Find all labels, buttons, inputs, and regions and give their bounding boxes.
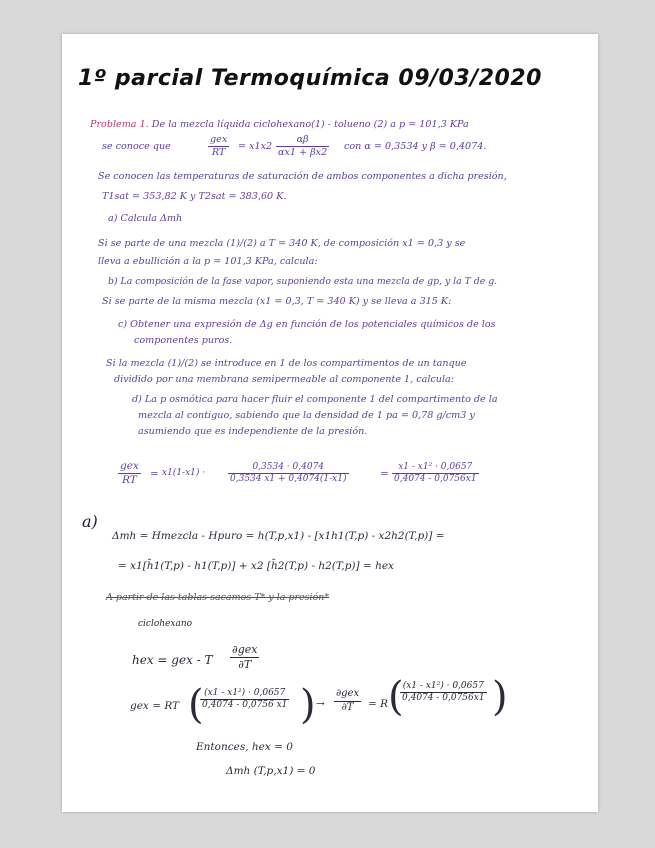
solution-line-1: Δmh = Hmezcla - Hpuro = h(T,p,x1) - [x1h1(T,p) - x2h2(T,p)] = <box>112 530 445 542</box>
problem-heading: Problema 1. <box>90 119 149 130</box>
problem-line-1 <box>90 120 469 130</box>
right-paren: ) <box>492 674 508 720</box>
question-d-line-3: asumiendo que es independiente de la presión. <box>138 426 368 437</box>
hex-derivative-fraction <box>230 644 259 670</box>
gex-solution-numerator: (x1 - x1²) · 0,0657 <box>204 688 286 698</box>
problem-line-3: Se conocen las temperaturas de saturación de ambos componentes a dicha presión, <box>98 171 507 182</box>
problem-line-9: dividido por una membrana semipermeable al componente 1, calcula: <box>114 374 454 385</box>
dg-solution-numerator: (x1 - x1²) · 0,0657 <box>402 681 484 691</box>
eq1-rhs-fraction <box>392 463 479 485</box>
dg-denominator: ∂T <box>341 701 354 713</box>
problem-line-4: T1sat = 353,82 K y T2sat = 383,60 K. <box>102 191 287 202</box>
dg-solution-denominator: 0,4074 - 0,0756x1 <box>402 693 485 704</box>
problem-line-2a: se conoce que <box>102 141 171 152</box>
eq1-rhs-denominator: 0,4074 - 0,0756x1 <box>394 474 477 485</box>
question-a: a) Calcula Δmh <box>108 213 183 224</box>
question-b: b) La composición de la fase vapor, suponiendo esta una mezcla de gp, y la T de g. <box>108 276 498 287</box>
question-c-line-1: c) Obtener una expresión de Δg en función de los potenciales químicos de los <box>118 319 496 330</box>
gex-fraction <box>208 135 229 158</box>
conclusion-line: Entonces, hex = 0 <box>196 741 293 753</box>
eq1-middle-denominator: 0,3534 x1 + 0,4074(1-x1) <box>230 474 347 485</box>
solution-line-2: = x1[h̄1(T,p) - h1(T,p)] + x2 [h̄2(T,p) - h2(T,p)] = hex <box>118 560 394 572</box>
question-c-line-2: componentes puros. <box>134 335 233 346</box>
eq1-equals-2: = <box>380 468 389 480</box>
ab-numerator: αβ <box>296 134 309 145</box>
implies-arrow: → <box>316 698 325 710</box>
hex-derivative-numerator: ∂gex <box>232 643 258 656</box>
gex-solution-denominator: 0,4074 - 0,0756 x1 <box>202 700 288 711</box>
eq1-middle-fraction <box>228 463 349 485</box>
problem-line-8: Si la mezcla (1)/(2) se introduce en 1 de los compartimentos de un tanque <box>106 358 467 369</box>
question-d-line-2: mezcla al contiguo, sabiendo que la densidad de 1 pa = 0,78 g/cm3 y <box>138 410 475 421</box>
right-paren: ) <box>300 682 316 728</box>
eq1-middle-prefix: x1(1-x1) · <box>162 468 206 478</box>
eq1-rhs-numerator: x1 - x1² · 0,0657 <box>398 462 473 472</box>
dg-solution-fraction <box>400 682 487 704</box>
left-paren: ( <box>188 682 204 728</box>
eq1-middle-numerator: 0,3534 · 0,4074 <box>252 462 325 472</box>
gex-equation-lhs: gex = RT <box>130 700 180 712</box>
problem-text-1: De la mezcla líquida ciclohexano(1) - tolueno (2) a p = 101,3 KPa <box>151 119 469 130</box>
dg-equals-r: = R <box>368 698 389 710</box>
gex-numerator: gex <box>210 134 228 145</box>
left-paren: ( <box>388 674 404 720</box>
hex-equation-lhs: hex = gex - T <box>132 653 213 667</box>
notebook-page <box>62 34 598 812</box>
gex-denominator: RT <box>211 147 226 159</box>
dg-numerator: ∂gex <box>336 688 360 699</box>
hex-derivative-denominator: ∂T <box>238 657 252 671</box>
problem-line-5: Si se parte de una mezcla (1)/(2) a T = 340 K, de composición x1 = 0,3 y se <box>98 238 466 249</box>
crossed-out-line: A partir de las tablas sacamos T* y la presión* <box>106 592 330 603</box>
eq1-lhs-numerator: gex <box>120 460 139 472</box>
ab-denominator: αx1 + βx2 <box>278 147 328 159</box>
page-title: 1º parcial Termoquímica 09/03/2020 <box>78 66 542 91</box>
problem-line-7: Si se parte de la misma mezcla (x1 = 0,3, T = 340 K) y se lleva a 315 K: <box>102 296 452 307</box>
solution-a-label: a) <box>82 512 98 531</box>
dg-fraction <box>334 689 361 713</box>
eq1-lhs-fraction <box>118 461 141 486</box>
alpha-beta-fraction <box>276 135 329 158</box>
eq1-lhs-denominator: RT <box>122 474 137 487</box>
word-ciclohexano: ciclohexano <box>138 619 193 629</box>
question-d-line-1: d) La p osmótica para hacer fluir el componente 1 del compartimento de la <box>132 394 498 405</box>
gex-solution-fraction <box>200 689 289 711</box>
final-result: Δmh (T,p,x1) = 0 <box>226 765 316 777</box>
problem-line-2c: con α = 0,3534 y β = 0,4074. <box>344 141 487 152</box>
problem-line-2b: = x1x2 <box>238 141 273 152</box>
eq1-equals: = <box>150 468 159 480</box>
problem-line-6: lleva a ebullición a la p = 101,3 KPa, calcula: <box>98 256 318 267</box>
